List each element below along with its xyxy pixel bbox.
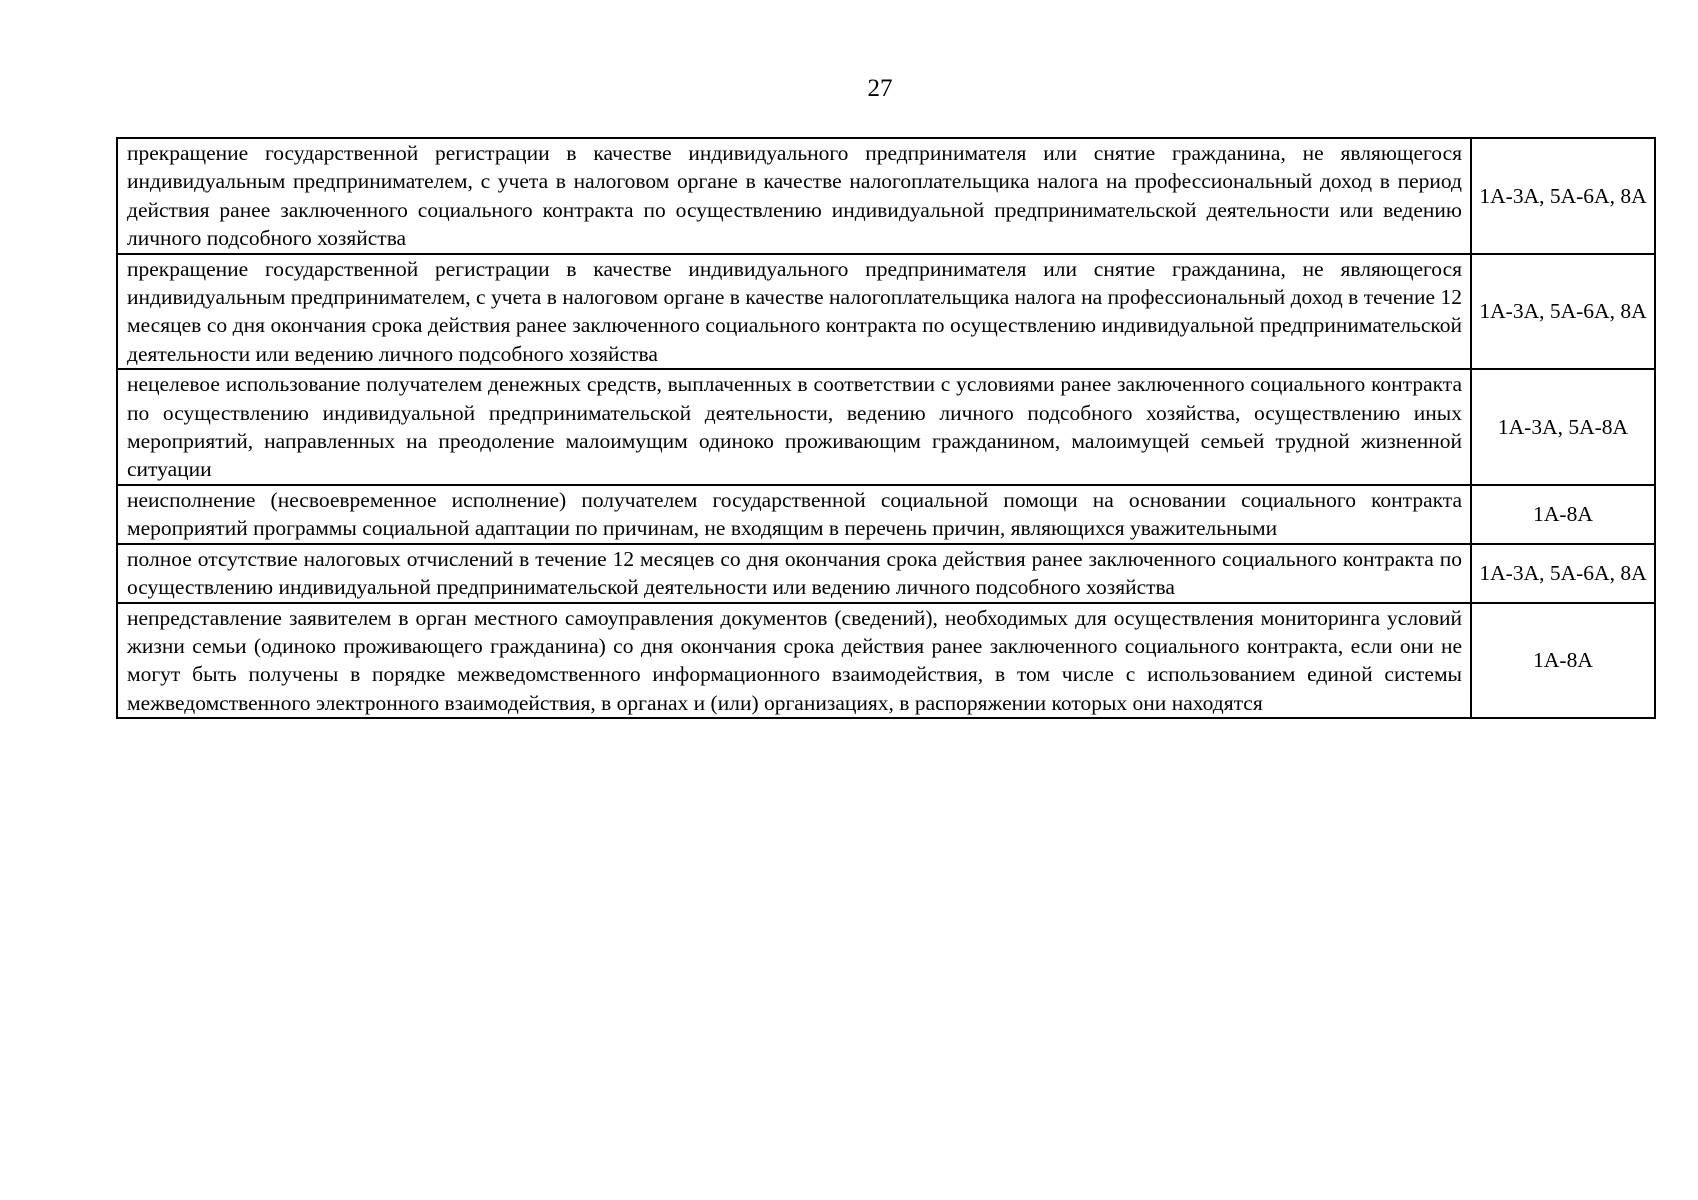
code-cell: 1А-3А, 5А-6А, 8А: [1471, 138, 1655, 254]
condition-text-cell: прекращение государственной регистрации в качестве индивидуального предпринимателя или снятие гражданина, не являющегося индивидуальным предпринимателем, с учета в налоговом органе в качестве налогоплательщика налога на профессиональный доход в течение 12 месяцев со дня окончания срока действия ранее заключенного социального контракта по осуществлению индивидуальной предпринимательской деятельности или ведению личного подсобного хозяйства: [117, 254, 1471, 370]
code-cell: 1А-3А, 5А-6А, 8А: [1471, 254, 1655, 370]
condition-text-cell: неисполнение (несвоевременное исполнение) получателем государственной социальной помощи на основании социального контракта мероприятий программы социальной адаптации по причинам, не входящим в перечень причин, являющихся уважительными: [117, 485, 1471, 544]
table-row: [117, 485, 1655, 544]
page-number: 27: [867, 75, 893, 102]
condition-text-cell: прекращение государственной регистрации в качестве индивидуального предпринимателя или снятие гражданина, не являющегося индивидуальным предпринимателем, с учета в налоговом органе в качестве налогоплательщика налога на профессиональный доход в период действия ранее заключенного социального контракта по осуществлению индивидуальной предпринимательской деятельности или ведению личного подсобного хозяйства: [117, 138, 1471, 254]
code-cell: 1А-3А, 5А-6А, 8А: [1471, 544, 1655, 603]
code-cell: 1А-8А: [1471, 603, 1655, 719]
code-cell: 1А-8А: [1471, 485, 1655, 544]
table-row: [117, 138, 1655, 254]
condition-text-cell: непредставление заявителем в орган местного самоуправления документов (сведений), необходимых для осуществления мониторинга условий жизни семьи (одиноко проживающего гражданина) со дня окончания срока действия ранее заключенного социального контракта, если они не могут быть получены в порядке межведомственного информационного взаимодействия, в том числе с использованием единой системы межведомственного электронного взаимодействия, в органах и (или) организациях, в распоряжении которых они находятся: [117, 603, 1471, 719]
document-table: [116, 137, 1656, 719]
code-cell: 1А-3А, 5А-8А: [1471, 369, 1655, 485]
condition-text-cell: полное отсутствие налоговых отчислений в течение 12 месяцев со дня окончания срока действия ранее заключенного социального контракта по осуществлению индивидуальной предпринимательской деятельности или ведению личного подсобного хозяйства: [117, 544, 1471, 603]
table-row: [117, 369, 1655, 485]
condition-text-cell: нецелевое использование получателем денежных средств, выплаченных в соответствии с условиями ранее заключенного социального контракта по осуществлению индивидуальной предпринимательской деятельности, ведению личного подсобного хозяйства, осуществлению иных мероприятий, направленных на преодоление малоимущим одиноко проживающим гражданином, малоимущей семьей трудной жизненной ситуации: [117, 369, 1471, 485]
table-row: [117, 544, 1655, 603]
table-row: [117, 603, 1655, 719]
table-row: [117, 254, 1655, 370]
